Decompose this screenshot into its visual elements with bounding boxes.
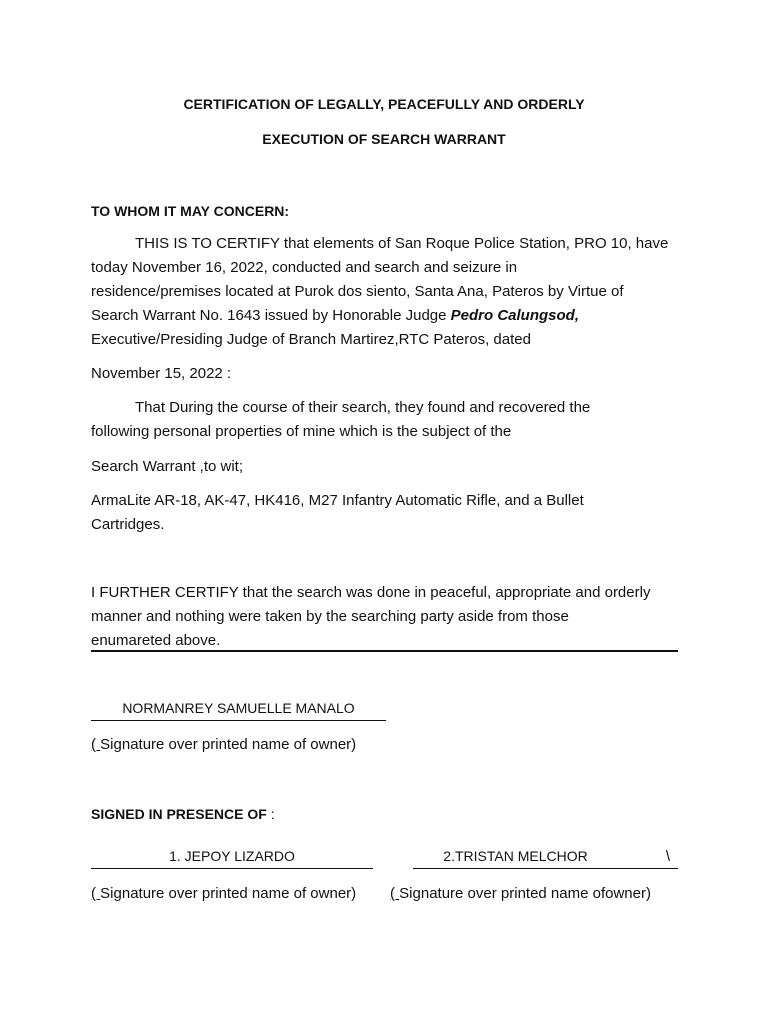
witness1-caption <box>91 882 356 906</box>
presence-label-text: SIGNED IN PRESENCE OF <box>91 806 267 822</box>
para1-line4-text: Search Warrant No. 1643 issued by Honorable Judge <box>91 307 451 324</box>
para3-line1: I FURTHER CERTIFY that the search was done in peaceful, appropriate and orderly <box>91 584 651 601</box>
presence-label <box>91 802 275 826</box>
witness2-caption <box>390 882 651 906</box>
witness2-caption-text: Signature over printed name ofowner) <box>399 885 651 902</box>
owner-caption-paren: ( <box>91 736 101 753</box>
owner-name: NORMANREY SAMUELLE MANALO <box>122 700 355 716</box>
horizontal-rule <box>91 650 678 652</box>
presence-colon: : <box>266 806 275 822</box>
judge-name: Pedro Calungsod, <box>450 307 579 324</box>
witness2-signature-line <box>413 848 678 869</box>
items-line2: Cartridges. <box>91 516 165 533</box>
search-warrant-line: Search Warrant ,to wit; <box>91 458 243 475</box>
salutation: TO WHOM IT MAY CONCERN: <box>91 203 290 219</box>
owner-caption <box>91 733 356 757</box>
para3-line2: manner and nothing were taken by the searching party aside from those <box>91 608 569 625</box>
owner-caption-text: Signature over printed name of owner) <box>100 736 357 753</box>
para1-line5: Executive/Presiding Judge of Branch Martirez,RTC Pateros, dated <box>91 331 531 348</box>
witness2-name: 2.TRISTAN MELCHOR <box>443 848 588 864</box>
date-line: November 15, 2022 : <box>91 365 232 382</box>
owner-signature-line <box>91 700 386 721</box>
document-title-line-1: CERTIFICATION OF LEGALLY, PEACEFULLY AND ORDERLY <box>183 96 585 112</box>
document-title-line-2: EXECUTION OF SEARCH WARRANT <box>262 131 506 147</box>
witness1-signature-line <box>91 848 373 869</box>
items-line1: ArmaLite AR-18, AK-47, HK416, M27 Infantry Automatic Rifle, and a Bullet <box>91 492 584 509</box>
witness2-caption-paren: ( <box>390 885 400 902</box>
witness1-name: 1. JEPOY LIZARDO <box>169 848 295 864</box>
para1-line1: THIS IS TO CERTIFY that elements of San Roque Police Station, PRO 10, have <box>135 235 669 252</box>
para3-line3: enumareted above. <box>91 632 221 649</box>
witness1-caption-paren: ( <box>91 885 101 902</box>
para2-line2: following personal properties of mine which is the subject of the <box>91 423 512 440</box>
para1-line2: today November 16, 2022, conducted and search and seizure in <box>91 259 518 276</box>
witness1-caption-text: Signature over printed name of owner) <box>100 885 357 902</box>
para1-line3: residence/premises located at Purok dos siento, Santa Ana, Pateros by Virtue of <box>91 283 624 300</box>
para1-line4 <box>91 304 579 328</box>
para2-line1: That During the course of their search, they found and recovered the <box>135 399 591 416</box>
witness2-mark: \ <box>665 848 670 865</box>
